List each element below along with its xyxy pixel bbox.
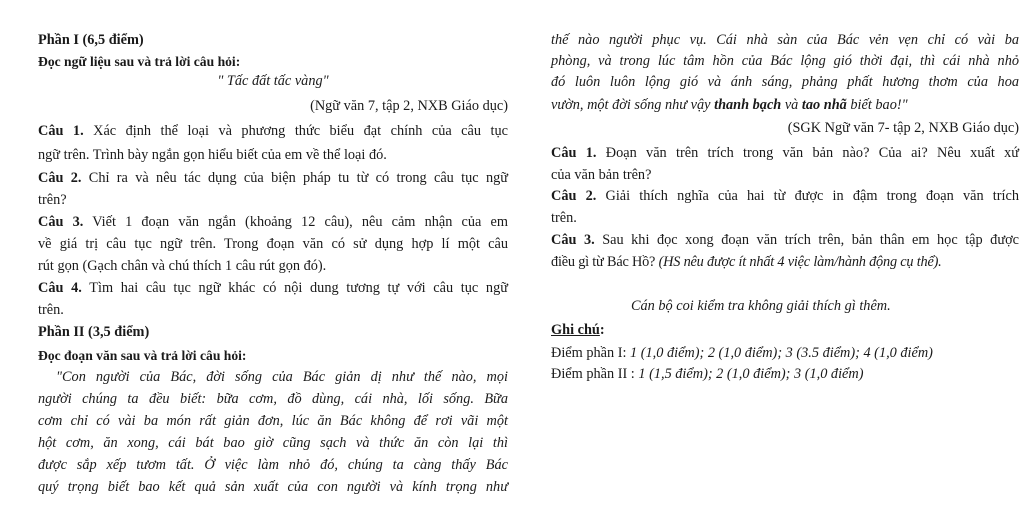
part2-instruction: Đọc đoạn văn sau và trả lời câu hỏi: <box>38 348 247 363</box>
question-4-cont: trên. <box>38 302 64 318</box>
question-2-cont: trên? <box>38 192 67 208</box>
question-3-cont2: rút gọn (Gạch chân và chú thích 1 câu rút gọn đó). <box>38 258 327 274</box>
passage-line: cơm chỉ có vài ba món rất giản đơn, lúc ăn Bác không để rơi vãi một <box>38 413 508 429</box>
question-label: Câu 2. <box>38 170 82 186</box>
question-label: Câu 4. <box>38 280 82 296</box>
proverb-source: (Ngữ văn 7, tập 2, NXB Giáo dục) <box>310 98 508 114</box>
question-2-cont: trên. <box>551 210 577 226</box>
proverb-title: " Tấc đất tấc vàng" <box>217 73 329 89</box>
question-3-cont: về giá trị câu tục ngữ trên. Trong đoạn văn có sử dụng hợp lí một câu <box>38 236 508 252</box>
hint-text: (HS nêu được ít nhất 4 việc làm/hành động cụ thể). <box>658 254 942 270</box>
question-1: Câu 1. Đoạn văn trên trích trong văn bản nào? Của ai? Nêu xuất xứ <box>551 145 1019 161</box>
question-label: Câu 1. <box>38 123 84 139</box>
passage-source: (SGK Ngữ văn 7- tập 2, NXB Giáo dục) <box>787 120 1019 136</box>
question-label: Câu 1. <box>551 145 597 161</box>
proctor-note: Cán bộ coi kiểm tra không giải thích gì thêm. <box>631 298 891 314</box>
notes-heading: Ghi chú: <box>551 322 605 338</box>
passage-line: phòng, và trong lúc tâm hồn của Bác lộng gió thời đại, thì cái nhà nhỏ <box>551 53 1019 69</box>
passage-line: "Con người của Bác, đời sống của Bác giản dị như thế nào, mọi <box>56 369 508 385</box>
question-label: Câu 3. <box>551 232 595 248</box>
part1-heading: Phần I (6,5 điểm) <box>38 32 144 48</box>
question-2: Câu 2. Chỉ ra và nêu tác dụng của biện pháp tu từ có trong câu tục ngữ <box>38 170 508 186</box>
passage-line: quý trọng biết bao kết quả sản xuất của con người và kính trọng như <box>38 479 508 495</box>
bold-word-tao-nha: tao nhã <box>801 97 847 113</box>
question-1-cont: của văn bản trên? <box>551 167 652 183</box>
question-label: Câu 2. <box>551 188 597 204</box>
passage-line: thế nào người phục vụ. Cái nhà sàn của Bác vẻn vẹn chỉ có vài ba <box>551 32 1019 48</box>
part1-instruction: Đọc ngữ liệu sau và trả lời câu hỏi: <box>38 54 241 69</box>
question-3-cont: điều gì từ Bác Hồ? (HS nêu được ít nhất 4 việc làm/hành động cụ thể). <box>551 254 942 270</box>
question-1-cont: ngữ trên. Trình bày ngắn gọn hiểu biết của em về thể loại đó. <box>38 147 387 163</box>
score-part2: Điểm phần II : 1 (1,5 điểm); 2 (1,0 điểm); 3 (1,0 điểm) <box>551 366 864 382</box>
question-1: Câu 1. Xác định thể loại và phương thức biểu đạt chính của câu tục <box>38 123 508 139</box>
passage-line: hột cơm, ăn xong, cái bát bao giờ cũng sạch và thức ăn còn lại thì <box>38 435 508 451</box>
question-4: Câu 4. Tìm hai câu tục ngữ khác có nội dung tương tự với câu tục ngữ <box>38 280 508 296</box>
bold-word-thanh-bach: thanh bạch <box>714 97 782 113</box>
question-label: Câu 3. <box>38 214 84 230</box>
passage-line-with-bold-words: vườn, một đời sống như vậy thanh bạch và tao nhã biết bao!" <box>551 97 908 113</box>
question-2: Câu 2. Giải thích nghĩa của hai từ được in đậm trong đoạn văn trích <box>551 188 1019 204</box>
question-3: Câu 3. Sau khi đọc xong đoạn văn trích trên, bản thân em học tập được <box>551 232 1019 248</box>
question-3: Câu 3. Viết 1 đoạn văn ngắn (khoảng 12 câu), nêu cảm nhận của em <box>38 214 508 230</box>
passage-line: người chúng ta đều biết: bữa cơm, đồ dùng, cái nhà, lối sống. Bữa <box>38 391 508 407</box>
part2-heading: Phần II (3,5 điểm) <box>38 324 150 340</box>
passage-line: được sắp xếp tươm tất. Ở việc làm nhỏ đó, chúng ta càng thấy Bác <box>38 457 508 473</box>
passage-line: đó luôn luôn lộng gió và ánh sáng, phảng phất hương thơm của hoa <box>551 74 1019 90</box>
score-part1: Điểm phần I: 1 (1,0 điểm); 2 (1,0 điểm); 3 (3.5 điểm); 4 (1,0 điểm) <box>551 345 933 361</box>
